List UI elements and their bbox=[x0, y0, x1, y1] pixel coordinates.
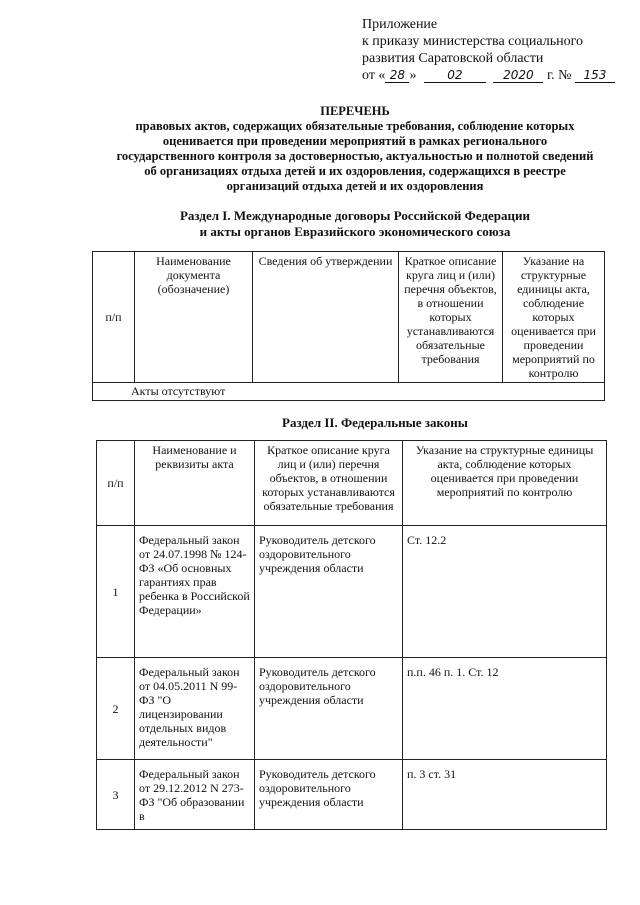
section-1-title-line: Раздел I. Международные договоры Российской Федерации bbox=[179, 208, 530, 223]
table-row bbox=[97, 760, 607, 830]
approval-line-2: к приказу министерства социального bbox=[362, 34, 583, 49]
act-name: Федеральный закон от 04.05.2011 N 99-ФЗ "О лицензировании отдельных видов деятельности" bbox=[135, 658, 255, 760]
act-name: Федеральный закон от 29.12.2012 N 273-ФЗ "Об образовании в bbox=[135, 760, 255, 830]
order-number-label: г. № bbox=[546, 68, 572, 83]
date-year: 2020 bbox=[493, 68, 543, 83]
title-line: правовых актов, содержащих обязательные требования, соблюдение которых bbox=[135, 119, 575, 133]
section-2-title: Раздел II. Федеральные законы bbox=[282, 415, 468, 430]
table-header-row bbox=[93, 252, 605, 383]
structural-units: п. 3 ст. 31 bbox=[403, 760, 607, 830]
title-line: оценивается при проведении мероприятий в рамках регионального bbox=[162, 134, 548, 148]
title-line: организаций отдыха детей и их оздоровления bbox=[226, 179, 484, 193]
order-number: 153 bbox=[575, 68, 615, 83]
table-row bbox=[97, 658, 607, 760]
table-row bbox=[97, 526, 607, 658]
section-1-table bbox=[92, 251, 605, 401]
section-1-title-line: и акты органов Евразийского экономического союза bbox=[199, 224, 511, 239]
affected-persons: Руководитель детского оздоровительного учреждения области bbox=[255, 526, 403, 658]
column-header: п/п bbox=[97, 441, 135, 526]
affected-persons: Руководитель детского оздоровительного учреждения области bbox=[255, 760, 403, 830]
approval-block bbox=[362, 16, 632, 84]
column-header: Указание на структурные единицы акта, соблюдение которых оценивается при проведении мероприятий по контролю bbox=[403, 441, 607, 526]
column-header: п/п bbox=[93, 252, 135, 383]
affected-persons: Руководитель детского оздоровительного учреждения области bbox=[255, 658, 403, 760]
section-2-table bbox=[96, 440, 607, 830]
table-header-row bbox=[97, 441, 607, 526]
column-header: Краткое описание круга лиц и (или) перечня объектов, в отношении которых устанавливаются обязательные требования bbox=[399, 252, 503, 383]
date-month: 02 bbox=[424, 68, 486, 83]
title-heading: ПЕРЕЧЕНЬ bbox=[320, 104, 390, 118]
approval-date-line bbox=[362, 67, 632, 84]
column-header: Наименование документа (обозначение) bbox=[135, 252, 253, 383]
table-row bbox=[93, 383, 605, 401]
structural-units: п.п. 46 п. 1. Ст. 12 bbox=[403, 658, 607, 760]
date-close-quote: » bbox=[409, 68, 417, 83]
act-name: Федеральный закон от 24.07.1998 № 124-ФЗ «Об основных гарантиях прав ребенка в Российской Федерации» bbox=[135, 526, 255, 658]
row-number: 1 bbox=[97, 526, 135, 658]
empty-note: Акты отсутствуют bbox=[93, 383, 605, 401]
column-header: Краткое описание круга лиц и (или) перечня объектов, в отношении которых устанавливаются обязательные требования bbox=[255, 441, 403, 526]
section-1-title bbox=[60, 208, 640, 240]
approval-line-1: Приложение bbox=[362, 17, 438, 32]
title-line: государственного контроля за достоверностью, актуальностью и полнотой сведений bbox=[116, 149, 594, 163]
row-number: 3 bbox=[97, 760, 135, 830]
row-number: 2 bbox=[97, 658, 135, 760]
document-title bbox=[60, 104, 640, 194]
title-line: об организациях отдыха детей и их оздоровления, содержащихся в реестре bbox=[144, 164, 566, 178]
date-prefix: от « bbox=[362, 68, 386, 83]
structural-units: Ст. 12.2 bbox=[403, 526, 607, 658]
date-day: 28 bbox=[385, 68, 409, 83]
approval-line-3: развития Саратовской области bbox=[362, 51, 544, 66]
column-header: Указание на структурные единицы акта, соблюдение которых оценивается при проведении мероприятий по контролю bbox=[503, 252, 605, 383]
column-header: Наименование и реквизиты акта bbox=[135, 441, 255, 526]
column-header: Сведения об утверждении bbox=[253, 252, 399, 383]
